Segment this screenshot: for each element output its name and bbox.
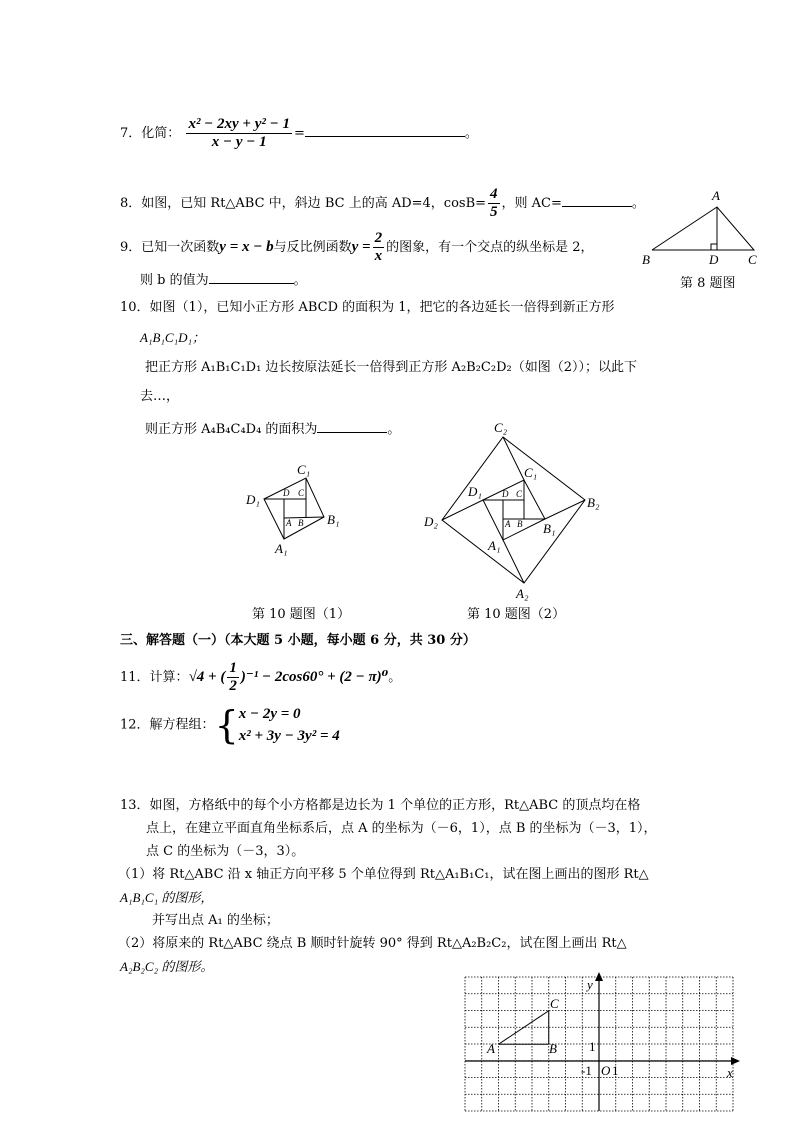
question-13-text: 13．如图，方格纸中的每个小方格都是边长为 1 个单位的正方形，Rt△ABC 的顶点均在格 [120,798,641,813]
figure-10-2-caption: 第 10 题图（2） [467,607,566,622]
label-a2: A₂ [516,586,529,601]
question-text: A₁B₁C₁D₁； [140,330,206,345]
question-label: 计算： [149,670,189,685]
question-number: 8． [120,196,142,211]
x-axis-arrow-icon [731,1057,740,1065]
denominator: 2 [229,678,237,694]
equals-sign: = [293,126,305,141]
x-axis-label: x [727,1065,733,1080]
label-d1: D₁ [468,484,482,499]
label-b: B [549,1041,557,1056]
figure-8-caption: 第 8 题图 [680,276,736,291]
expression: )⁻¹ − 2cos60° + (2 − π)⁰ [240,669,389,685]
label-d1: D₁ [246,492,260,507]
y-axis-label: y [587,977,593,992]
period: 。 [388,670,402,685]
label-c1: C₁ [524,465,538,480]
question-number: 9． [120,240,142,255]
question-13-text: 点上，在建立平面直角坐标系后，点 A 的坐标为（－6，1），点 B 的坐标为（－3，1）， [146,821,657,836]
question-number: 11． [120,670,150,685]
question-text: 把正方形 A₁B₁C₁D₁ 边长按原法延长一倍得到正方形 A₂B₂C₂D₂（如图（2））；以此下 [145,360,637,375]
figure-10-1-caption: 第 10 题图（1） [252,607,351,622]
label-b1: B₁ [327,512,340,527]
question-13-text: A₁B₁C₁ 的图形， [120,890,214,905]
question-number: 12． [120,717,150,733]
label-b: B [298,518,304,528]
question-text: 则 b 的值为 [140,273,209,288]
question-13-part1: （1）将 Rt△ABC 沿 x 轴正方向平移 5 个单位得到 Rt△A₁B₁C₁，试在图上画出的图形 Rt△ [118,867,649,882]
denominator: x [374,248,383,264]
label-c: C [516,489,523,499]
label-b: B [517,519,523,529]
equation-1: x − 2y = 0 [238,706,301,722]
label-c2: C₂ [494,420,508,435]
label-c1: C₁ [297,462,311,477]
question-13-part2: （2）将原来的 Rt△ABC 绕点 B 顺时针旋转 90° 得到 Rt△A₂B₂C₂，试在图上画出 Rt△ [118,936,627,951]
question-label: 解方程组： [149,717,215,733]
tick-y-1: 1 [589,1039,596,1054]
label-c: C [550,996,559,1011]
question-text: 则正方形 A₄B₄C₄D₄ 的面积为 [145,422,318,437]
label-a: A [487,1041,495,1056]
y-axis-arrow-icon [595,972,603,981]
label-c: C [748,252,757,267]
label-d: D [709,252,719,267]
period: 。 [293,273,307,288]
label-d: D [283,488,290,498]
label-d: D [502,489,509,499]
question-number: 7． [120,126,142,141]
linear-function: y = x − b [219,239,274,255]
question-13-text: 点 C 的坐标为（－3，3）。 [146,844,305,859]
label-a: A [505,519,511,529]
question-number: 10． [120,300,150,315]
question-text: 如图（1），已知小正方形 ABCD 的面积为 1，把它的各边延长一倍得到新正方形 [149,300,615,315]
expression: √4 + ( [188,669,226,685]
denominator: 5 [490,204,498,220]
period: 。 [631,196,645,211]
label-a1: A₁ [488,538,501,553]
question-13-text: A₂B₂C₂ 的图形。 [120,959,214,974]
numerator: 1 [229,660,237,676]
numerator: 2 [374,230,383,246]
inverse-function: y = [351,239,371,255]
section-heading: 三、解答题（一）（本大题 5 小题，每小题 6 分，共 30 分） [120,633,476,648]
label-a: A [712,188,720,203]
label-c: C [298,488,305,498]
label-a: A [286,518,292,528]
tick-x-1: 1 [612,1063,619,1078]
equation-2: x² + 3y − 3y² = 4 [238,728,340,744]
question-text: ，则 AC= [501,196,562,211]
origin-label: O [601,1063,611,1078]
period: 。 [464,126,478,141]
question-text: 去…， [140,389,180,404]
label-b1: B₁ [543,521,556,536]
label-a1: A₁ [275,541,288,556]
label-d2: D₂ [424,514,438,529]
question-13-text: 并写出点 A₁ 的坐标； [152,913,279,928]
numerator: 4 [490,186,498,202]
question-label: 化简： [141,126,181,141]
tick-x-neg1: -1 [581,1063,592,1078]
question-text: 如图，已知 Rt△ABC 中，斜边 BC 上的高 AD=4，cosB= [141,196,487,211]
denominator: x − y − 1 [211,134,267,150]
question-text: 已知一次函数 [141,240,220,255]
question-text: 与反比例函数 [273,240,352,255]
numerator: x² − 2xy + y² − 1 [188,116,290,132]
period: 。 [387,422,401,437]
question-text: 的图象，有一个交点的纵坐标是 2， [386,240,594,255]
label-b: B [642,252,650,267]
brace-icon: { [214,703,239,747]
label-b2: B₂ [587,495,600,510]
